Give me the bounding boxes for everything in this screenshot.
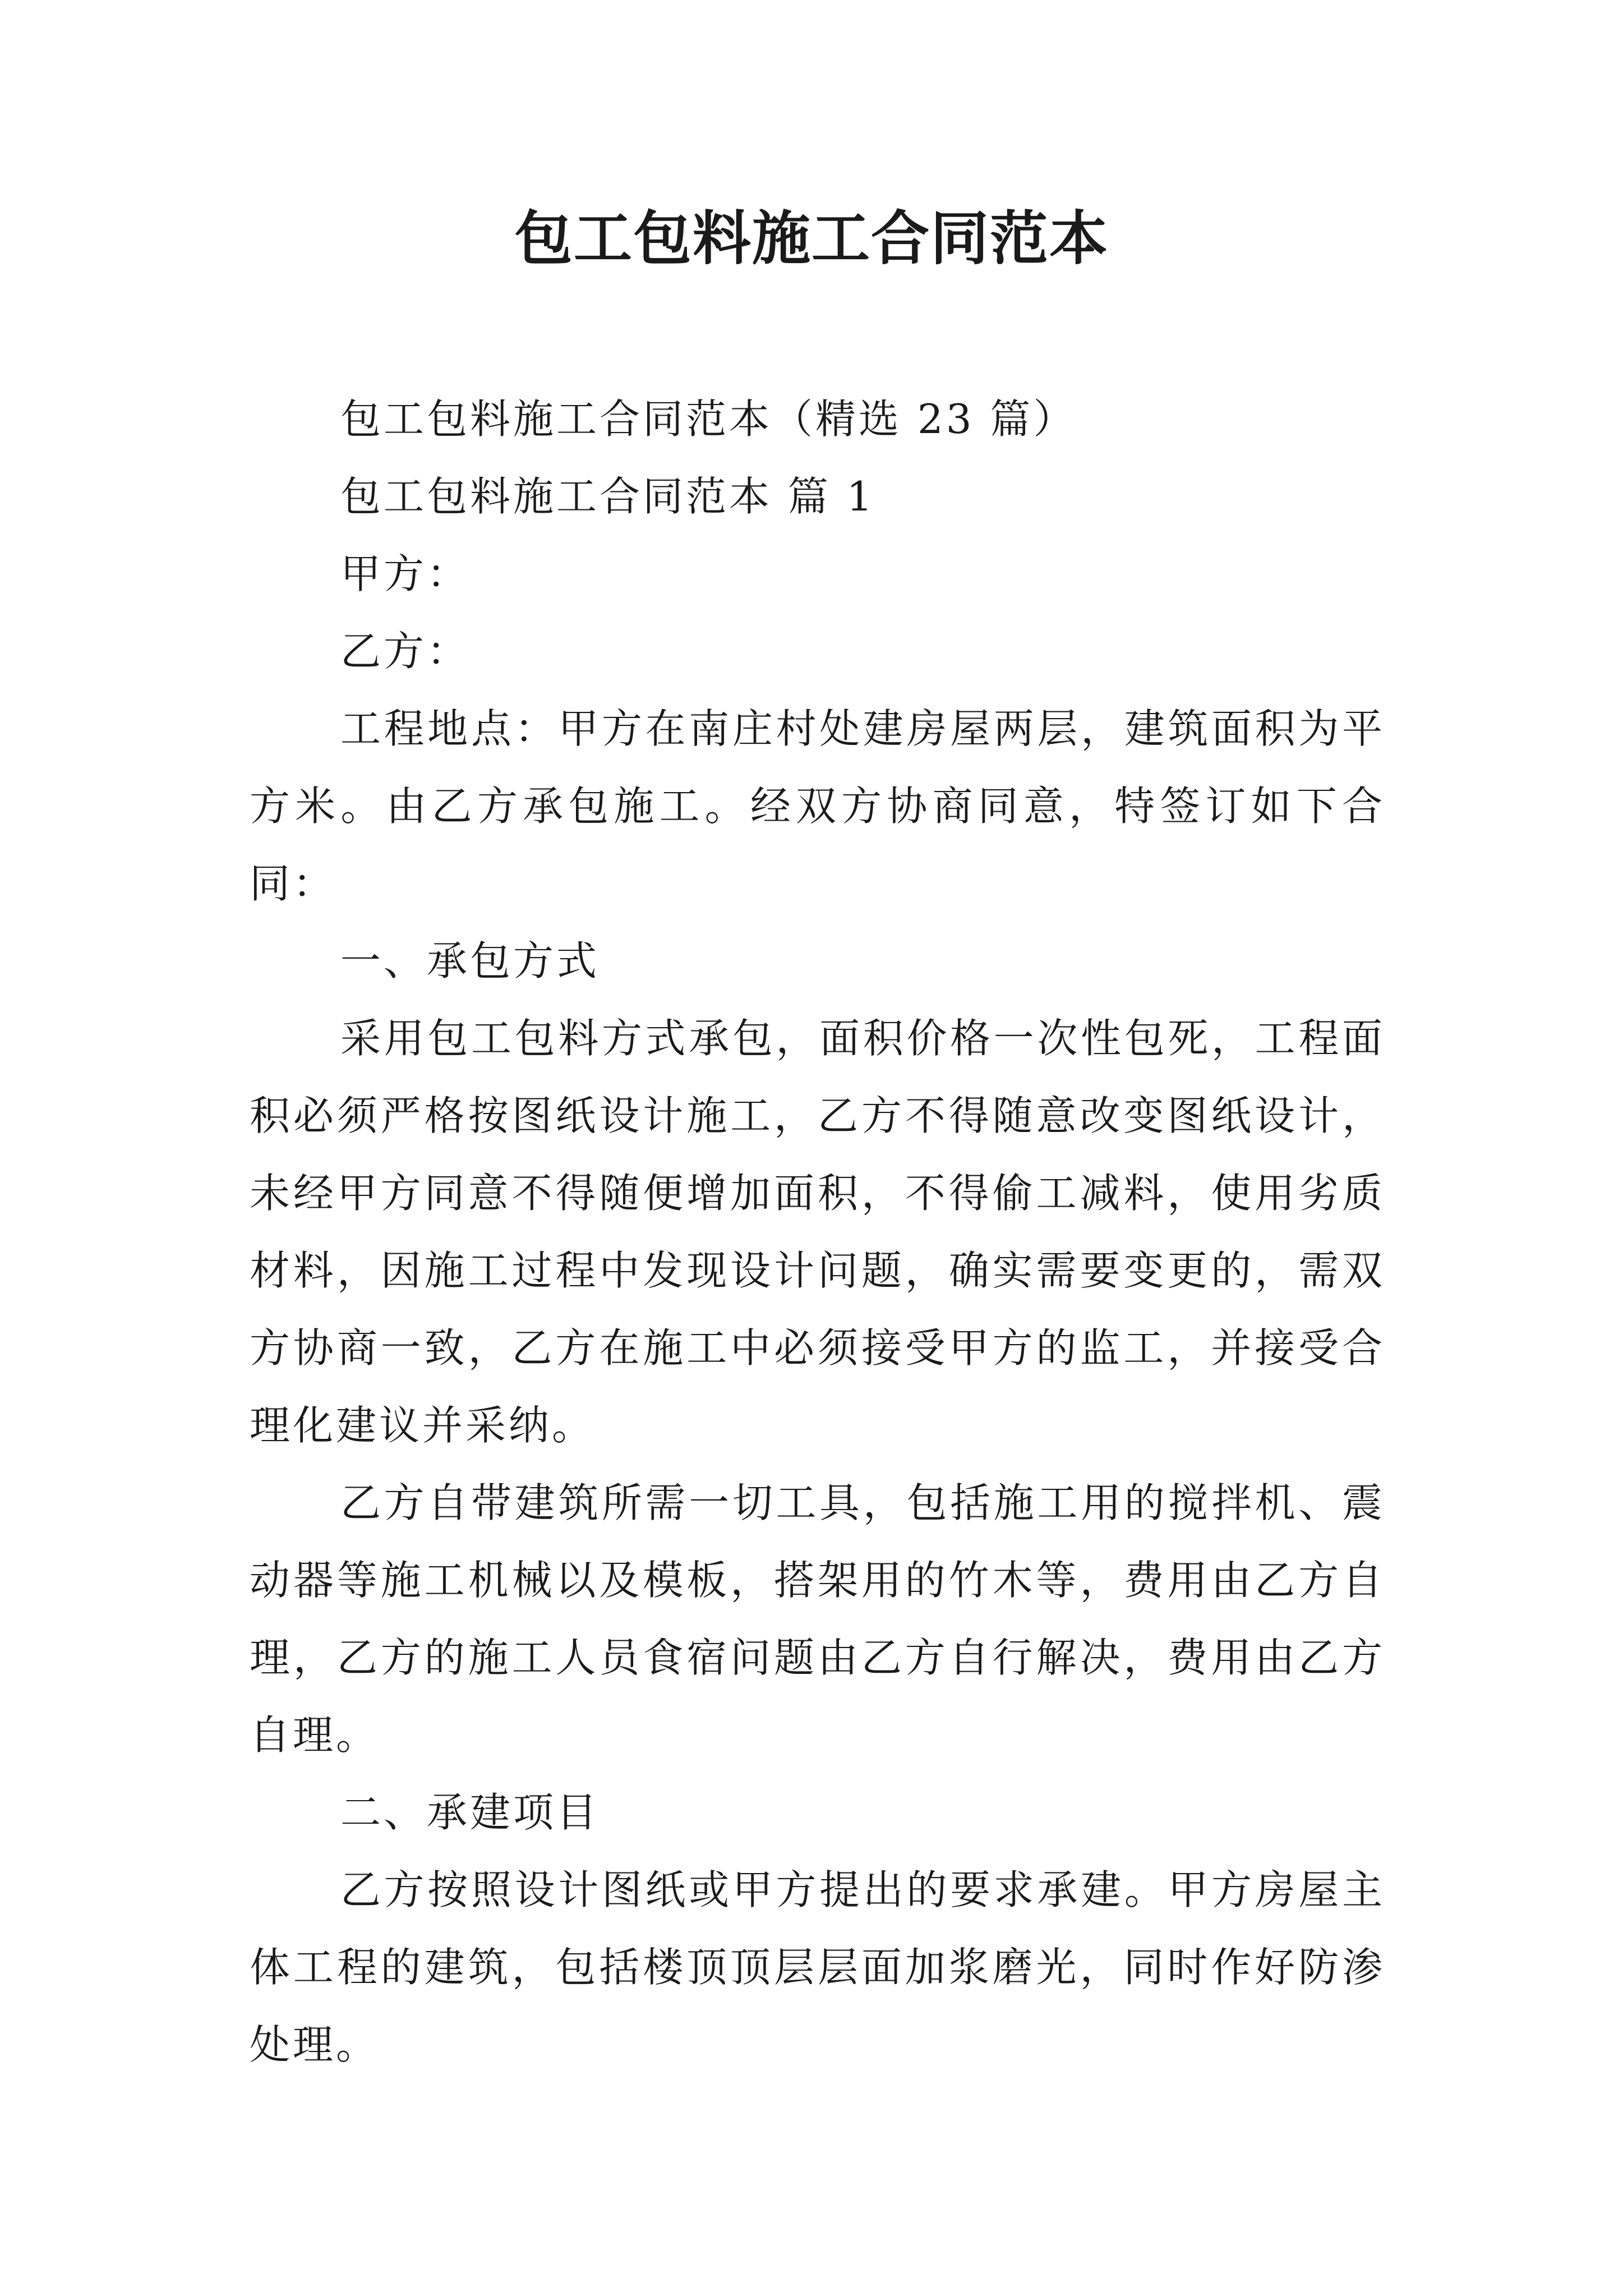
paragraph-party-a: 甲方： xyxy=(340,550,471,597)
paragraph-project-location: 工程地点：甲方在南庄村处建房屋两层，建筑面积为平方米。由乙方承包施工。经双方协商同意，特签订如下合同： xyxy=(250,705,1385,907)
paragraph-subtitle: 包工包料施工合同范本（精选 23 篇） xyxy=(340,395,1077,443)
paragraph-section-heading: 包工包料施工合同范本 篇 1 xyxy=(340,473,875,520)
paragraph-project-items-body: 乙方按照设计图纸或甲方提出的要求承建。甲方房屋主体工程的建筑，包括楼顶顶层层面加浆磨光，同时作好防渗处理。 xyxy=(250,1866,1385,2068)
document-body xyxy=(250,380,1385,2083)
paragraph-tools-body: 乙方自带建筑所需一切工具，包括施工用的搅拌机、震动器等施工机械以及模板，搭架用的竹木等，费用由乙方自理，乙方的施工人员食宿问题由乙方自行解决，费用由乙方自理。 xyxy=(250,1479,1385,1759)
paragraph-heading-contract-method: 一、承包方式 xyxy=(340,937,600,984)
paragraph-contract-method-body: 采用包工包料方式承包，面积价格一次性包死，工程面积必须严格按图纸设计施工，乙方不得随意改变图纸设计，未经甲方同意不得随便增加面积，不得偷工减料，使用劣质材料，因施工过程中发现设计问题，确实需要变更的，需双方协商一致，乙方在施工中必须接受甲方的监工，并接受合理化建议并采纳。 xyxy=(250,1015,1385,1449)
document-title: 包工包料施工合同范本 xyxy=(514,204,1109,273)
paragraph-heading-project-items: 二、承建项目 xyxy=(340,1789,600,1836)
paragraph-party-b: 乙方： xyxy=(340,628,471,675)
